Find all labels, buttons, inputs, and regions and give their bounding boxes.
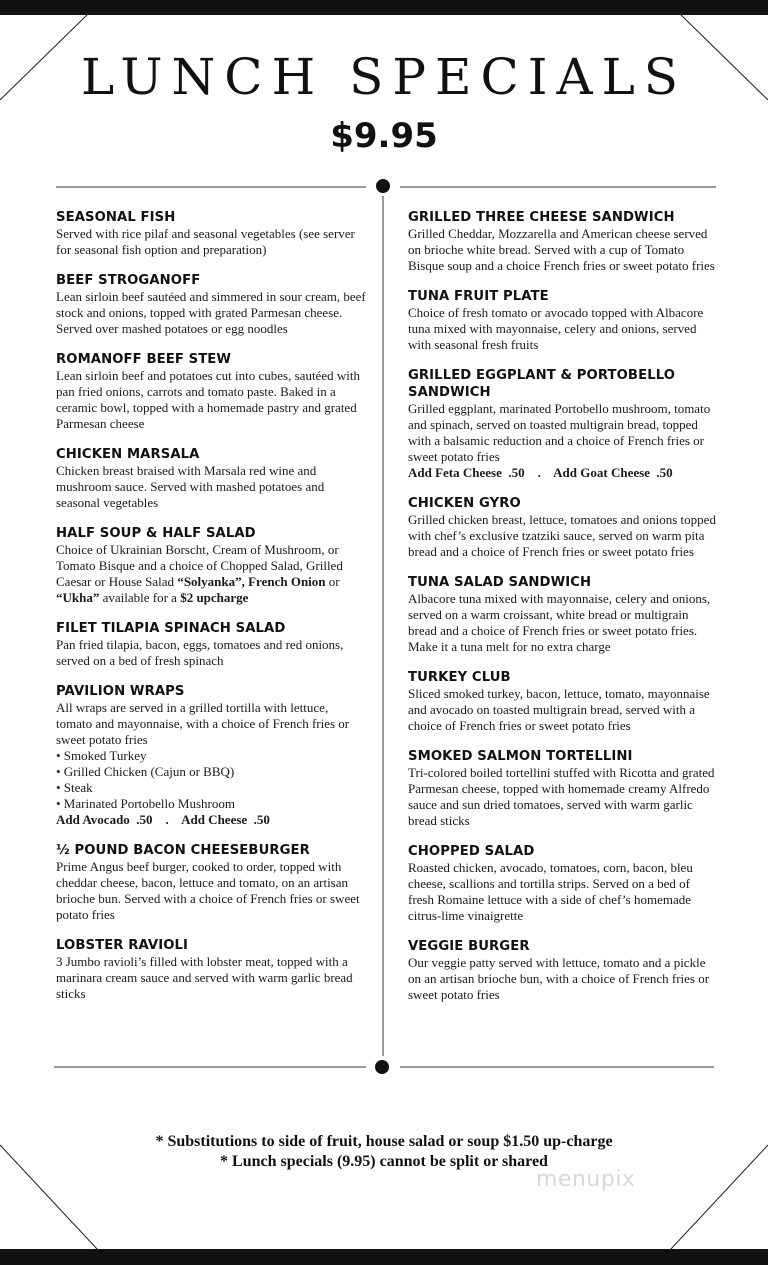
footer-note-substitutions: * Substitutions to side of fruit, house salad or soup $1.50 up-charge [155, 1133, 613, 1150]
price-label: $9.95 [330, 116, 438, 156]
item-name: SEASONAL FISH [56, 210, 176, 225]
item-description: Grilled Cheddar, Mozzarella and American cheese served on brioche white bread. Served with a cup of Tomato Bisque soup and a choice French fries or sweet potato fries [408, 226, 715, 273]
item-description: Roasted chicken, avocado, tomatoes, corn, bacon, bleu cheese, scallions and tortilla strips. Served on a bed of fresh Romaine lettuce with a side of chef’s homemade citrus-lime vinaigrette [408, 860, 693, 923]
item-description: Choice of fresh tomato or avocado topped with Albacore tuna mixed with mayonnaise, celery and onions, served with seasonal fresh fruits [408, 305, 704, 352]
item-description: Grilled eggplant, marinated Portobello mushroom, tomato and spinach, served on toasted multigrain bread, topped with a balsamic reduction and a choice of French fries or sweet potato fries [408, 401, 711, 464]
menu-item [408, 669, 718, 734]
item-name: CHOPPED SALAD [408, 844, 535, 859]
menu-item [408, 209, 718, 274]
menu-item [56, 272, 366, 337]
menu-item [408, 288, 718, 353]
item-name: TURKEY CLUB [408, 670, 511, 685]
item-name: ROMANOFF BEEF STEW [56, 352, 232, 367]
menu-item [408, 367, 718, 481]
menu-item [56, 446, 366, 511]
item-description: Choice of Ukrainian Borscht, Cream of Mushroom, or Tomato Bisque and a choice of Chopped Salad, Grilled Caesar or House Salad “Solyanka”, French Onion or “Ukha” available for a $2 upcharge [56, 542, 343, 605]
item-name: TUNA FRUIT PLATE [408, 289, 549, 304]
item-description: Sliced smoked turkey, bacon, lettuce, tomato, mayonnaise and avocado on toasted multigrain bread, served with a choice of French fries or sweet potato fries [408, 686, 710, 733]
item-name: ½ POUND BACON CHEESEBURGER [56, 843, 310, 858]
item-name: TUNA SALAD SANDWICH [408, 575, 592, 590]
menu-item [56, 351, 366, 432]
menu-item [56, 525, 366, 606]
menu-item [56, 842, 366, 923]
item-name: HALF SOUP & HALF SALAD [56, 526, 256, 541]
item-description: Albacore tuna mixed with mayonnaise, celery and onions, served on a warm croissant, white bread or multigrain bread and a choice of French fries or sweet potato fries. Make it a tuna melt for no extra charge [408, 591, 711, 654]
item-name: GRILLED THREE CHEESE SANDWICH [408, 210, 675, 225]
item-name: GRILLED EGGPLANT & PORTOBELLO SANDWICH [408, 368, 676, 400]
item-name: FILET TILAPIA SPINACH SALAD [56, 621, 286, 636]
watermark-logo: menupix [536, 1167, 636, 1192]
item-description: Our veggie patty served with lettuce, tomato and a pickle on an artisan brioche bun, with a choice of French fries or sweet potato fries [408, 955, 710, 1002]
item-name: CHICKEN GYRO [408, 496, 521, 511]
item-description: Lean sirloin beef and potatoes cut into cubes, sautéed with pan fried onions, carrots and tomato paste. Baked in a ceramic bowl, topped with a homemade pastry and grated Parmesan cheese [56, 368, 360, 431]
footer-note-no-split: * Lunch specials (9.95) cannot be split or shared [220, 1153, 548, 1170]
item-description: Prime Angus beef burger, cooked to order, topped with cheddar cheese, bacon, lettuce and tomato, on an artisan brioche bun. Served with a choice of French fries or sweet potato fries [56, 859, 360, 922]
wrap-option: • Steak [56, 780, 93, 795]
item-name: LOBSTER RAVIOLI [56, 938, 189, 953]
item-description: 3 Jumbo ravioli’s filled with lobster meat, topped with a marinara cream sauce and served with warm garlic bread sticks [56, 954, 353, 1001]
menu-item [408, 748, 718, 829]
item-name: SMOKED SALMON TORTELLINI [408, 749, 633, 764]
item-description: Tri-colored boiled tortellini stuffed with Ricotta and grated Parmesan cheese, topped with homemade creamy Alfredo sauce and sun dried tomatoes, served with warm garlic bread sticks [408, 765, 715, 828]
menu-item [56, 937, 366, 1002]
wrap-option: • Grilled Chicken (Cajun or BBQ) [56, 764, 235, 779]
item-description: Chicken breast braised with Marsala red wine and mushroom sauce. Served with mashed potatoes and seasonal vegetables [56, 463, 325, 510]
item-description: Served with rice pilaf and seasonal vegetables (see server for seasonal fish option and preparation) [56, 226, 355, 257]
item-description: All wraps are served in a grilled tortilla with lettuce, tomato and mayonnaise, with a choice of French fries or sweet potato fries [56, 700, 350, 747]
menu-item [408, 574, 718, 655]
item-name: VEGGIE BURGER [408, 939, 530, 954]
wrap-option: • Smoked Turkey [56, 748, 147, 763]
wrap-option: • Marinated Portobello Mushroom [56, 796, 235, 811]
left-menu-column [56, 209, 366, 1016]
menu-item [56, 209, 366, 258]
item-name: PAVILION WRAPS [56, 684, 185, 699]
item-description: Pan fried tilapia, bacon, eggs, tomatoes and red onions, served on a bed of fresh spinach [56, 637, 344, 668]
right-menu-column [408, 209, 718, 1017]
item-description: Lean sirloin beef sautéed and simmered in sour cream, beef stock and onions, topped with grated Parmesan cheese. Served over mashed potatoes or egg noodles [56, 289, 366, 336]
page-title: LUNCH SPECIALS [80, 48, 688, 106]
item-name: CHICKEN MARSALA [56, 447, 200, 462]
menu-item [408, 495, 718, 560]
menu-item [408, 938, 718, 1003]
menu-item [56, 683, 366, 828]
menu-item [56, 620, 366, 669]
item-addons: Add Avocado .50 . Add Cheese .50 [56, 812, 270, 827]
item-description: Grilled chicken breast, lettuce, tomatoes and onions topped with chef’s exclusive tzatziki sauce, served on warm pita bread and a choice of French fries or sweet potato fries [408, 512, 716, 559]
menu-item [408, 843, 718, 924]
item-addons: Add Feta Cheese .50 . Add Goat Cheese .50 [408, 465, 673, 480]
item-name: BEEF STROGANOFF [56, 273, 201, 288]
